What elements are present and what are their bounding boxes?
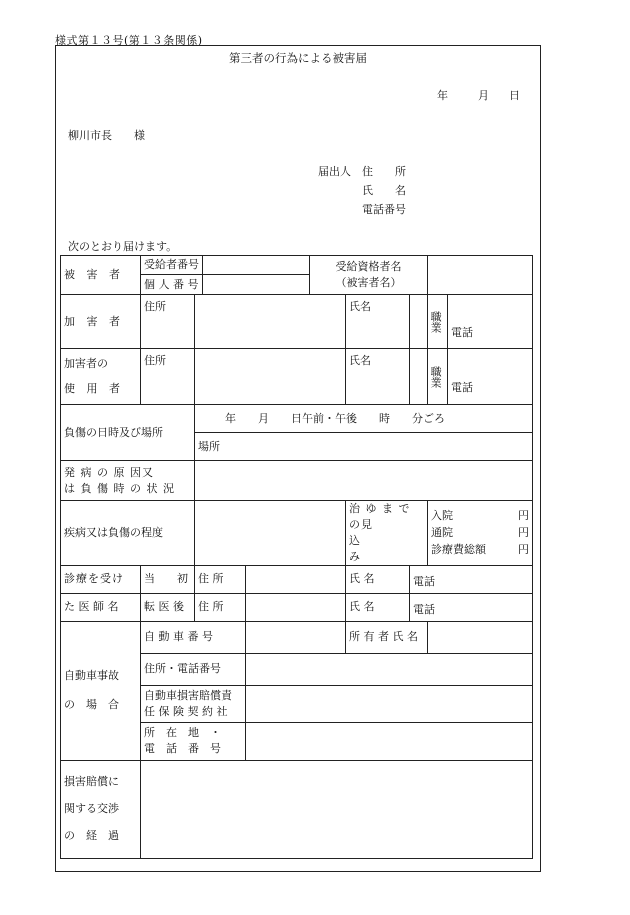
reporter-address: 住 所 xyxy=(362,165,406,178)
owner-name-label: 所 有 者 氏 名 xyxy=(346,621,428,653)
after-doctor-label: 転 医 後 xyxy=(141,593,195,621)
mayor-label: 柳川市長 xyxy=(68,129,112,142)
employer-occupation-label: 職業 xyxy=(428,349,448,405)
day-label: 日 xyxy=(509,89,520,102)
location-field[interactable] xyxy=(246,722,533,760)
yen-label: 円 xyxy=(518,509,530,523)
doctor-label-1: 診療を受け xyxy=(61,565,141,593)
perpetrator-name-label: 氏名 xyxy=(346,295,410,349)
cause-field[interactable] xyxy=(195,461,533,501)
year-label: 年 xyxy=(437,89,448,102)
car-number-field[interactable] xyxy=(246,621,346,653)
doctor-label-2: た 医 師 名 xyxy=(61,593,141,621)
report-table xyxy=(60,255,533,859)
recipient-number-label: 受給者番号 xyxy=(141,256,203,275)
date-line xyxy=(437,90,520,101)
first-address-field[interactable] xyxy=(246,565,346,593)
perpetrator-address-label: 住所 xyxy=(141,295,195,349)
first-name-label: 氏 名 xyxy=(346,565,410,593)
yen-label: 円 xyxy=(518,526,530,540)
employer-address-field[interactable] xyxy=(195,349,346,405)
car-number-label: 自 動 車 番 号 xyxy=(141,621,246,653)
addr-phone-label: 住所・電話番号 xyxy=(141,653,246,685)
personal-number-label: 個 人 番 号 xyxy=(141,275,203,295)
first-doctor-label: 当 初 xyxy=(141,565,195,593)
cause-label: 発 病 の 原 因又 は 負 傷 時 の 状 況 xyxy=(61,461,195,501)
injury-label: 負傷の日時及び場所 xyxy=(61,405,195,461)
addr-phone-field[interactable] xyxy=(246,653,533,685)
after-phone-label[interactable]: 電話 xyxy=(410,593,533,621)
reporter-label: 届出人 xyxy=(318,165,351,178)
degree-field[interactable] xyxy=(195,501,346,566)
month-label: 月 xyxy=(478,89,489,102)
form-number: 様式第１３号(第１３条関係) xyxy=(55,34,203,47)
degree-label: 疾病又は負傷の程度 xyxy=(61,501,195,566)
sama-label: 様 xyxy=(134,129,145,142)
injury-place[interactable]: 場所 xyxy=(195,433,533,461)
employer-label: 加害者の 使 用 者 xyxy=(61,349,141,405)
personal-number-field[interactable] xyxy=(203,275,310,295)
after-address-label: 住 所 xyxy=(195,593,246,621)
negotiation-field[interactable] xyxy=(141,760,533,858)
costs-block[interactable] xyxy=(428,501,533,566)
report-form xyxy=(55,45,541,872)
owner-name-field[interactable] xyxy=(428,621,533,653)
perpetrator-label: 加 害 者 xyxy=(61,295,141,349)
perpetrator-address-field[interactable] xyxy=(195,295,346,349)
perpetrator-name-field[interactable] xyxy=(410,295,428,349)
first-address-label: 住 所 xyxy=(195,565,246,593)
intro-text: 次のとおり届けます。 xyxy=(68,240,178,253)
addressee xyxy=(68,130,145,141)
recovery-label: 治 ゆ ま で の見 込 み xyxy=(346,501,428,566)
form-title: 第三者の行為による被害届 xyxy=(229,51,367,65)
total-fee-label: 診療費総額 xyxy=(431,543,487,557)
employer-name-field[interactable] xyxy=(410,349,428,405)
outpatient-label: 通院 xyxy=(431,526,454,540)
employer-address-label: 住所 xyxy=(141,349,195,405)
injury-datetime[interactable]: 年 月 日午前・午後 時 分ごろ xyxy=(195,405,533,433)
employer-name-label: 氏名 xyxy=(346,349,410,405)
location-label: 所 在 地 ・ 電 話 番 号 xyxy=(141,722,246,760)
negotiation-label: 損害賠償に 関する交渉 の 経 過 xyxy=(61,760,141,858)
first-phone-label[interactable]: 電話 xyxy=(410,565,533,593)
reporter-phone: 電話番号 xyxy=(362,203,406,216)
qualified-name-field[interactable] xyxy=(428,256,533,295)
yen-label: 円 xyxy=(518,543,530,557)
qualified-name-label: 受給資格者名 （被害者名） xyxy=(310,256,428,295)
after-address-field[interactable] xyxy=(246,593,346,621)
reporter-name: 氏 名 xyxy=(362,184,406,197)
recipient-number-field[interactable] xyxy=(203,256,310,275)
perpetrator-occupation-label: 職業 xyxy=(428,295,448,349)
victim-label: 被 害 者 xyxy=(61,256,141,295)
perpetrator-phone-label: 電話 xyxy=(448,295,533,349)
inpatient-label: 入院 xyxy=(431,509,454,523)
employer-phone-label: 電話 xyxy=(448,349,533,405)
insurer-label: 自動車損害賠償責 任 保 険 契 約 社 xyxy=(141,685,246,722)
insurer-field[interactable] xyxy=(246,685,533,722)
after-name-label: 氏 名 xyxy=(346,593,410,621)
accident-label: 自動車事故 の 場 合 xyxy=(61,621,141,760)
